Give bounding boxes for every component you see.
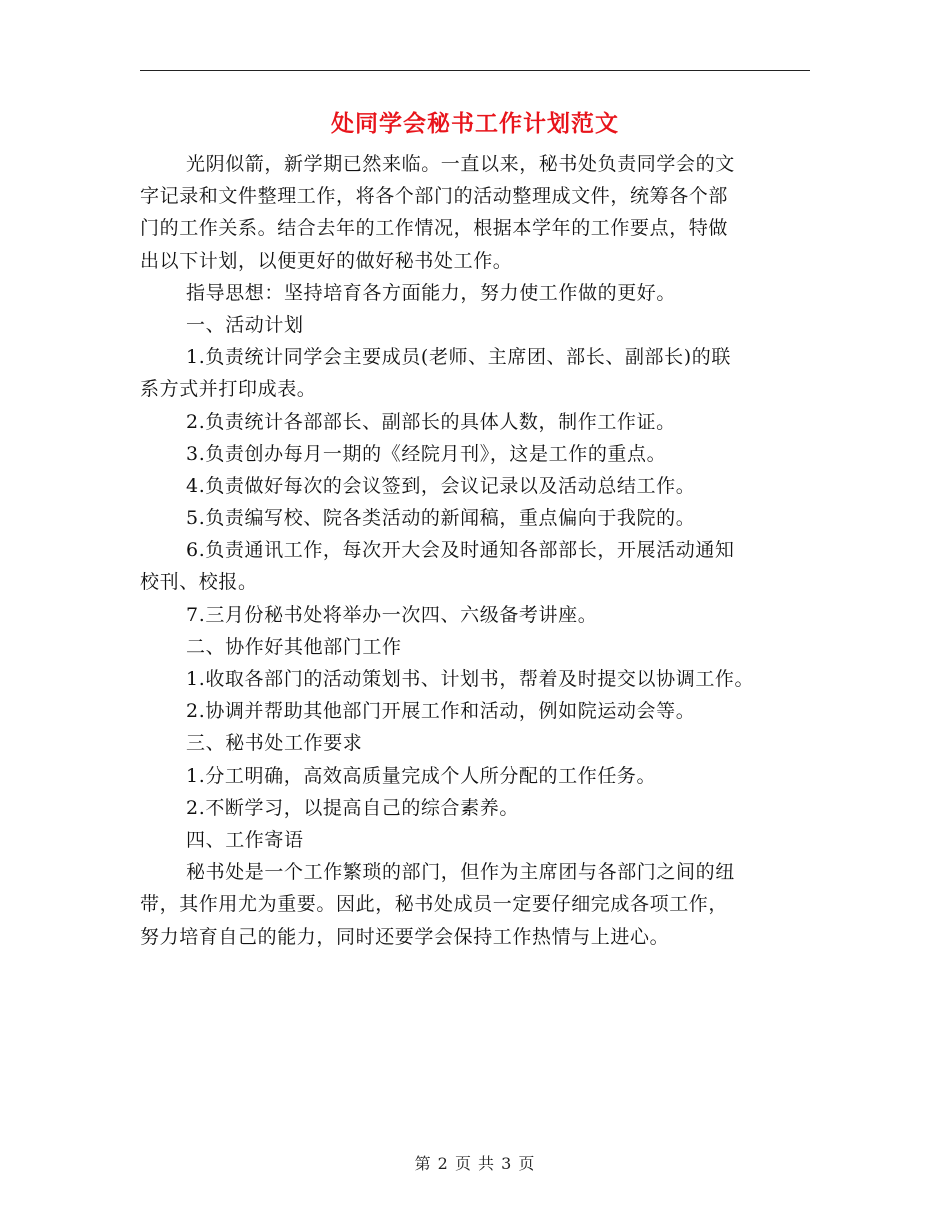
list-item-line: 4.负责做好每次的会议签到，会议记录以及活动总结工作。 [186, 474, 696, 497]
list-item-line: 5.负责编写校、院各类活动的新闻稿，重点偏向于我院的。 [186, 507, 696, 530]
paragraph-line: 秘书处是一个工作繁琐的部门，但作为主席团与各部门之间的纽 [186, 861, 735, 884]
list-item-line: 系方式并打印成表。 [140, 378, 317, 401]
paragraph-line: 努力培育自己的能力，同时还要学会保持工作热情与上进心。 [140, 925, 670, 948]
list-item-line: 1.分工明确，高效高质量完成个人所分配的工作任务。 [186, 764, 657, 787]
document-title: 处同学会秘书工作计划范文 [331, 110, 619, 137]
list-item-line: 1.收取各部门的活动策划书、计划书，帮着及时提交以协调工作。 [186, 668, 755, 690]
list-item-line: 3.负责创办每月一期的《经院月刊》，这是工作的重点。 [186, 442, 667, 465]
list-item-line: 1.负责统计同学会主要成员(老师、主席团、部长、副部长)的联 [186, 346, 731, 369]
page-number-footer: 第 2 页 共 3 页 [414, 1154, 536, 1173]
paragraph-line: 光阴似箭，新学期已然来临。一直以来，秘书处负责同学会的文 [186, 153, 735, 175]
list-item-line: 2.负责统计各部部长、副部长的具体人数，制作工作证。 [186, 410, 676, 433]
section-heading: 四、工作寄语 [186, 828, 304, 851]
paragraph-line: 带，其作用尤为重要。因此，秘书处成员一定要仔细完成各项工作， [140, 893, 729, 916]
paragraph-line: 门的工作关系。结合去年的工作情况，根据本学年的工作要点，特做 [140, 217, 729, 240]
section-heading: 一、活动计划 [186, 313, 304, 336]
list-item-line: 7.三月份秘书处将举办一次四、六级备考讲座。 [186, 603, 598, 626]
list-item-line: 2.协调并帮助其他部门开展工作和活动，例如院运动会等。 [186, 700, 696, 723]
paragraph-line: 出以下计划，以便更好的做好秘书处工作。 [140, 249, 513, 272]
section-heading: 二、协作好其他部门工作 [186, 635, 402, 658]
section-heading: 三、秘书处工作要求 [186, 732, 363, 755]
list-item-line: 校刊、校报。 [140, 571, 258, 594]
list-item-line: 2.不断学习，以提高自己的综合素养。 [186, 796, 519, 819]
list-item-line: 6.负责通讯工作，每次开大会及时通知各部部长，开展活动通知 [186, 539, 735, 562]
paragraph-line: 字记录和文件整理工作，将各个部门的活动整理成文件，统筹各个部 [140, 185, 729, 208]
document-body [140, 148, 810, 953]
paragraph-line: 指导思想：坚持培育各方面能力，努力使工作做的更好。 [186, 281, 677, 304]
header-rule [140, 70, 810, 71]
